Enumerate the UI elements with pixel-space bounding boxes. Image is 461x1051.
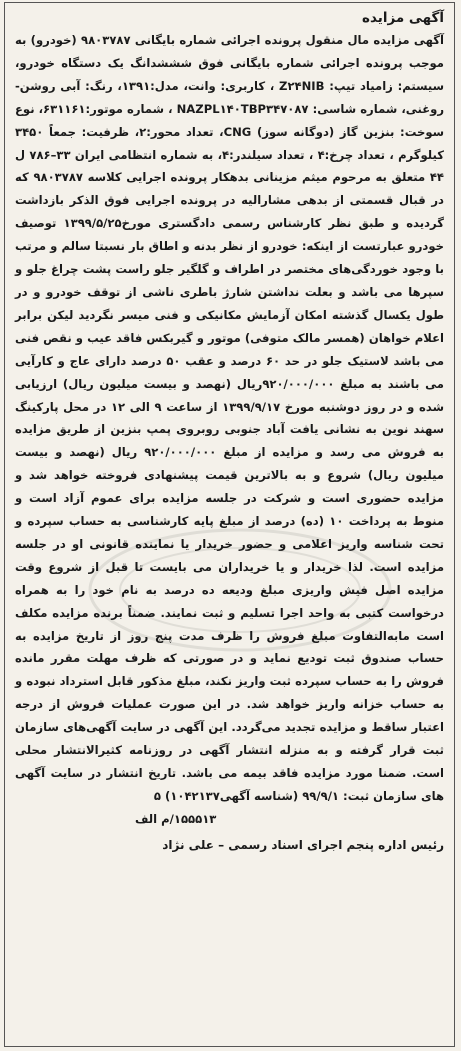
notice-title: آگهی مزایده bbox=[362, 10, 444, 26]
notice-body: آگهی مزایده مال منقول پرونده اجرائی شماره بایگانی ۹۸۰۳۷۸۷ (خودرو) به موجب پرونده اجرائی شماره بایگانی فوق شششدانگ یک دستگاه خودرو، سیستم: زامیاد تیپ: Z۲۴NIB ، کاربری: وانت، مدل:۱۳۹۱، رنگ: آبی روشن- روغنی، شماره شاسی: NAZPL۱۴۰TBP۳۴۷۰۸۷ ، شماره موتور:۶۳۱۱۶۱، نوع سوخت: بنزین گاز (دوگانه سوز) CNG، تعداد محور:۲، ظرفیت: جمعاً ۳۴۵۰ کیلوگرم ، تعداد چرخ:۴ ، تعداد سیلندر:۴، به شماره انتظامی ایران ۳۳–۷۸۶ ل ۴۴ متعلق به مرحوم میثم مزینانی بدهکار پرونده اجرایی کلاسه ۹۸۰۳۷۸۷ که در قبال قسمتی از بدهی مشارالیه در پرونده اجرایی فوق الذکر بازداشت گردیده و طبق نظر کارشناس رسمی دادگستری مورخ۱۳۹۹/۵/۲۵ توصیف خودرو عبارتست از اینکه: خودرو از نظر بدنه و اطاق بار نسبتا سالم و مرتب با وجود خوردگی‌های مختصر در اطراف و گلگیر جلو راست پشت چراغ جلو و سپرها می باشد و بعلت نداشتن شارژ باطری ناشی از توقف خودرو و در طول یکسال گذشته امکان آزمایش مکانیکی و فنی میسر نگردید لیکن برابر اعلام خواهان (همسر مالک متوفی) موتور و گیربکس فاقد عیب و نقص فنی می باشد لاستیک جلو در حد ۶۰ درصد و عقب ۵۰ درصد دارای عاج و کارآیی می باشند به مبلغ ۹۲۰/۰۰۰/۰۰۰ریال (نهصد و بیست میلیون ریال) ارزیابی شده و در روز دوشنبه مورخ ۱۳۹۹/۹/۱۷ از ساعت ۹ الی ۱۲ در محل پارکینگ سهند نوین به نشانی یافت آباد جنوبی روبروی پمپ بنزین از طریق مزایده به فروش می رسد و مزایده از مبلغ ۹۲۰/۰۰۰/۰۰۰ ریال (نهصد و بیست میلیون ریال) شروع و به بالاترین قیمت پیشنهادی فروخته خواهد شد و مزایده حضوری است و شرکت در جلسه مزایده برای عموم آزاد است و منوط به پرداخت ۱۰ (ده) درصد از مبلغ پایه کارشناسی به حساب سپرده و تحت شناسه واریز اعلامی و حضور خریدار یا نماینده قانونی او در جلسه مزایده است. لذا خریدار و یا خریداران می بایست تا قبل از شروع وقت مزایده اصل فیش واریزی مبلغ ودیعه ده درصد به نام خود را به همراه درخواست کتبی به واحد اجرا تسلیم و ثبت نمایند. ضمناً برنده مزایده مکلف است مابه‌التفاوت مبلغ فروش را ظرف مدت پنج روز از تاریخ مزایده به حساب صندوق ثبت تودیع نماید و در صورتی که ظرف مهلت مقرر مانده فروش را به حساب سپرده ثبت واریز نکند، مبلغ مذکور قابل استرداد نبوده و به حساب خزانه واریز خواهد شد. در این صورت عملیات فروش از درجه اعتبار ساقط و مزایده تجدید می‌گردد. این آگهی در سایت آگهی‌های سازمان ثبت قرار گرفته و به منزله انتشار آگهی در روزنامه کثیرالانتشار محلی است. ضمنا مورد مزایده فاقد بیمه می باشد. تاریخ انتشار در سایت آگهی های سازمان ثبت: ۹۹/۹/۱ (شناسه آگهی۱۰۴۲۱۳۷) ۵ bbox=[15, 33, 445, 803]
signature-line: رئیس اداره پنجم اجرای اسناد رسمی – علی نژاد bbox=[162, 837, 444, 852]
auction-notice bbox=[4, 2, 455, 1047]
reference-number: ۱۵۵۵۱۳/م الف bbox=[135, 811, 217, 826]
